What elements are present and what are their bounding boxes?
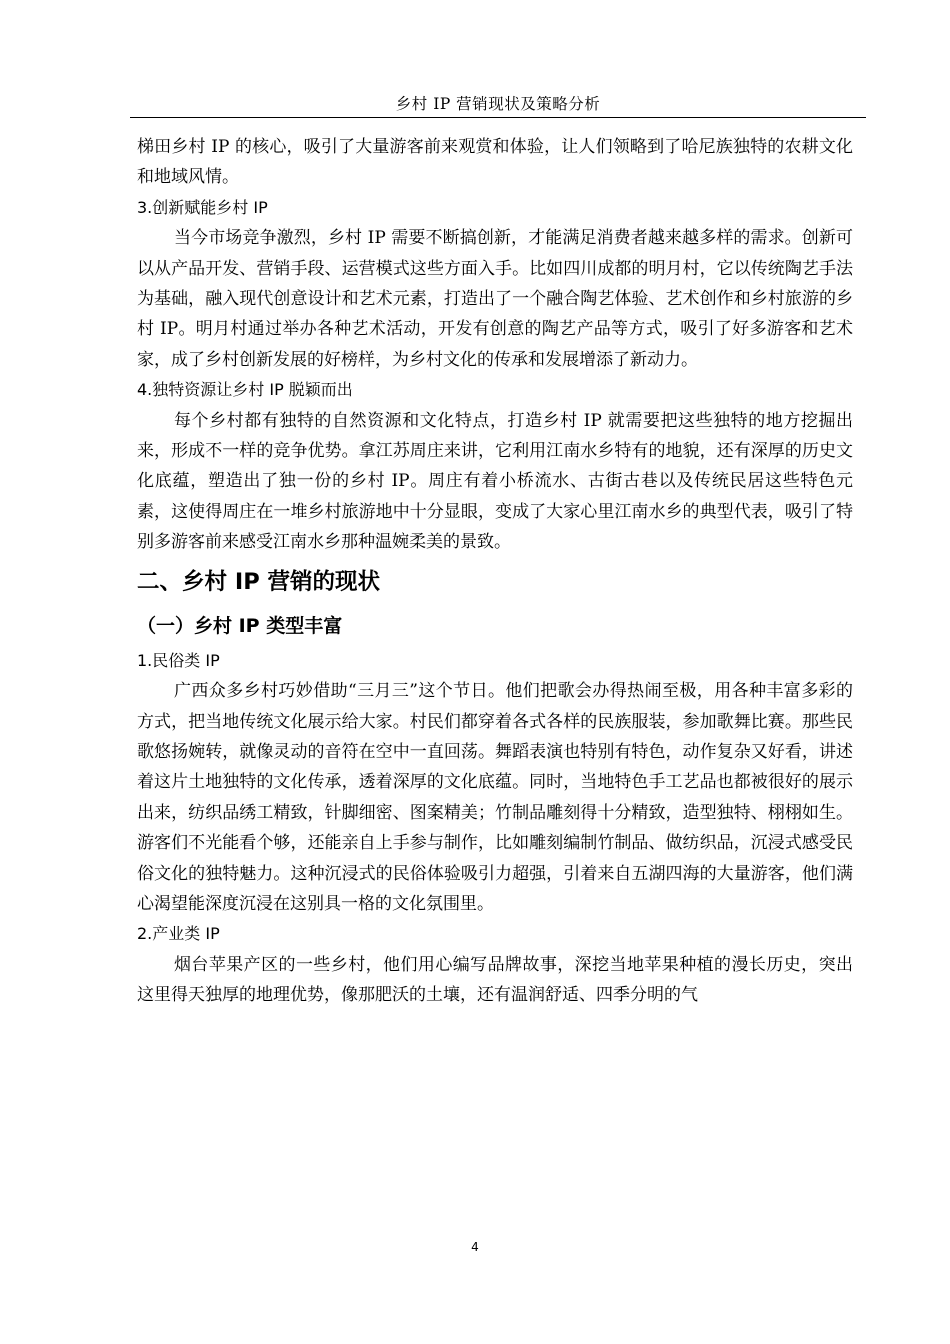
page-number: 4 bbox=[471, 1240, 479, 1254]
paragraph: 每个乡村都有独特的自然资源和文化特点，打造乡村 IP 就需要把这些独特的地方挖掘出来，形成不一样的竞争优势。拿江苏周庄来讲，它利用江南水乡特有的地貌，还有深厚的历史文化底蕴，塑造出了独一份的乡村 IP。周庄有着小桥流水、古街古巷以及传统民居这些特色元素，这使得周庄在一堆乡村旅游地中十分显眼，变成了大家心里江南水乡的典型代表，吸引了特别多游客前来感受江南水乡那种温婉柔美的景致。 bbox=[137, 410, 853, 553]
subsection-heading: 2.产业类 IP bbox=[137, 924, 220, 944]
subsection-title: （一）乡村 IP 类型丰富 bbox=[137, 614, 343, 637]
paragraph: 梯田乡村 IP 的核心，吸引了大量游客前来观赏和体验，让人们领略到了哈尼族独特的农耕文化和地域风情。 bbox=[137, 137, 853, 188]
paragraph: 广西众多乡村巧妙借助“三月三”这个节日。他们把歌会办得热闹至极，用各种丰富多彩的方式，把当地传统文化展示给大家。村民们都穿着各式各样的民族服装，参加歌舞比赛。那些民歌悠扬婉转，就像灵动的音符在空中一直回荡。舞蹈表演也特别有特色，动作复杂又好看，讲述着这片土地独特的文化传承，透着深厚的文化底蕴。同时，当地特色手工艺品也都被很好的展示出来，纺织品绣工精致，针脚细密、图案精美；竹制品雕刻得十分精致，造型独特、栩栩如生。游客们不光能看个够，还能亲自上手参与制作，比如雕刻编制竹制品、做纺织品，沉浸式感受民俗文化的独特魅力。这种沉浸式的民俗体验吸引力超强，引着来自五湖四海的大量游客，他们满心渴望能深度沉浸在这别具一格的文化氛围里。 bbox=[137, 681, 853, 914]
subsection-heading: 3.创新赋能乡村 IP bbox=[137, 197, 268, 217]
paragraph: 当今市场竞争激烈，乡村 IP 需要不断搞创新，才能满足消费者越来越多样的需求。创新可以从产品开发、营销手段、运营模式这些方面入手。比如四川成都的明月村，它以传统陶艺手法为基础，融入现代创意设计和艺术元素，打造出了一个融合陶艺体验、艺术创作和乡村旅游的乡村 IP。明月村通过举办各种艺术活动，开发有创意的陶艺产品等方式，吸引了好多游客和艺术家，成了乡村创新发展的好榜样，为乡村文化的传承和发展增添了新动力。 bbox=[137, 228, 853, 370]
subsection-heading: 4.独特资源让乡村 IP 脱颖而出 bbox=[137, 380, 353, 400]
paragraph: 烟台苹果产区的一些乡村，他们用心编写品牌故事，深挖当地苹果种植的漫长历史，突出这里得天独厚的地理优势，像那肥沃的土壤，还有温润舒适、四季分明的气 bbox=[137, 954, 853, 1006]
subsection-heading: 1.民俗类 IP bbox=[137, 650, 220, 670]
running-header: 乡村 IP 营销现状及策略分析 bbox=[395, 95, 601, 113]
header-divider bbox=[130, 117, 866, 118]
section-heading: 二、乡村 IP 营销的现状 bbox=[137, 568, 381, 595]
body-content bbox=[137, 132, 853, 1011]
